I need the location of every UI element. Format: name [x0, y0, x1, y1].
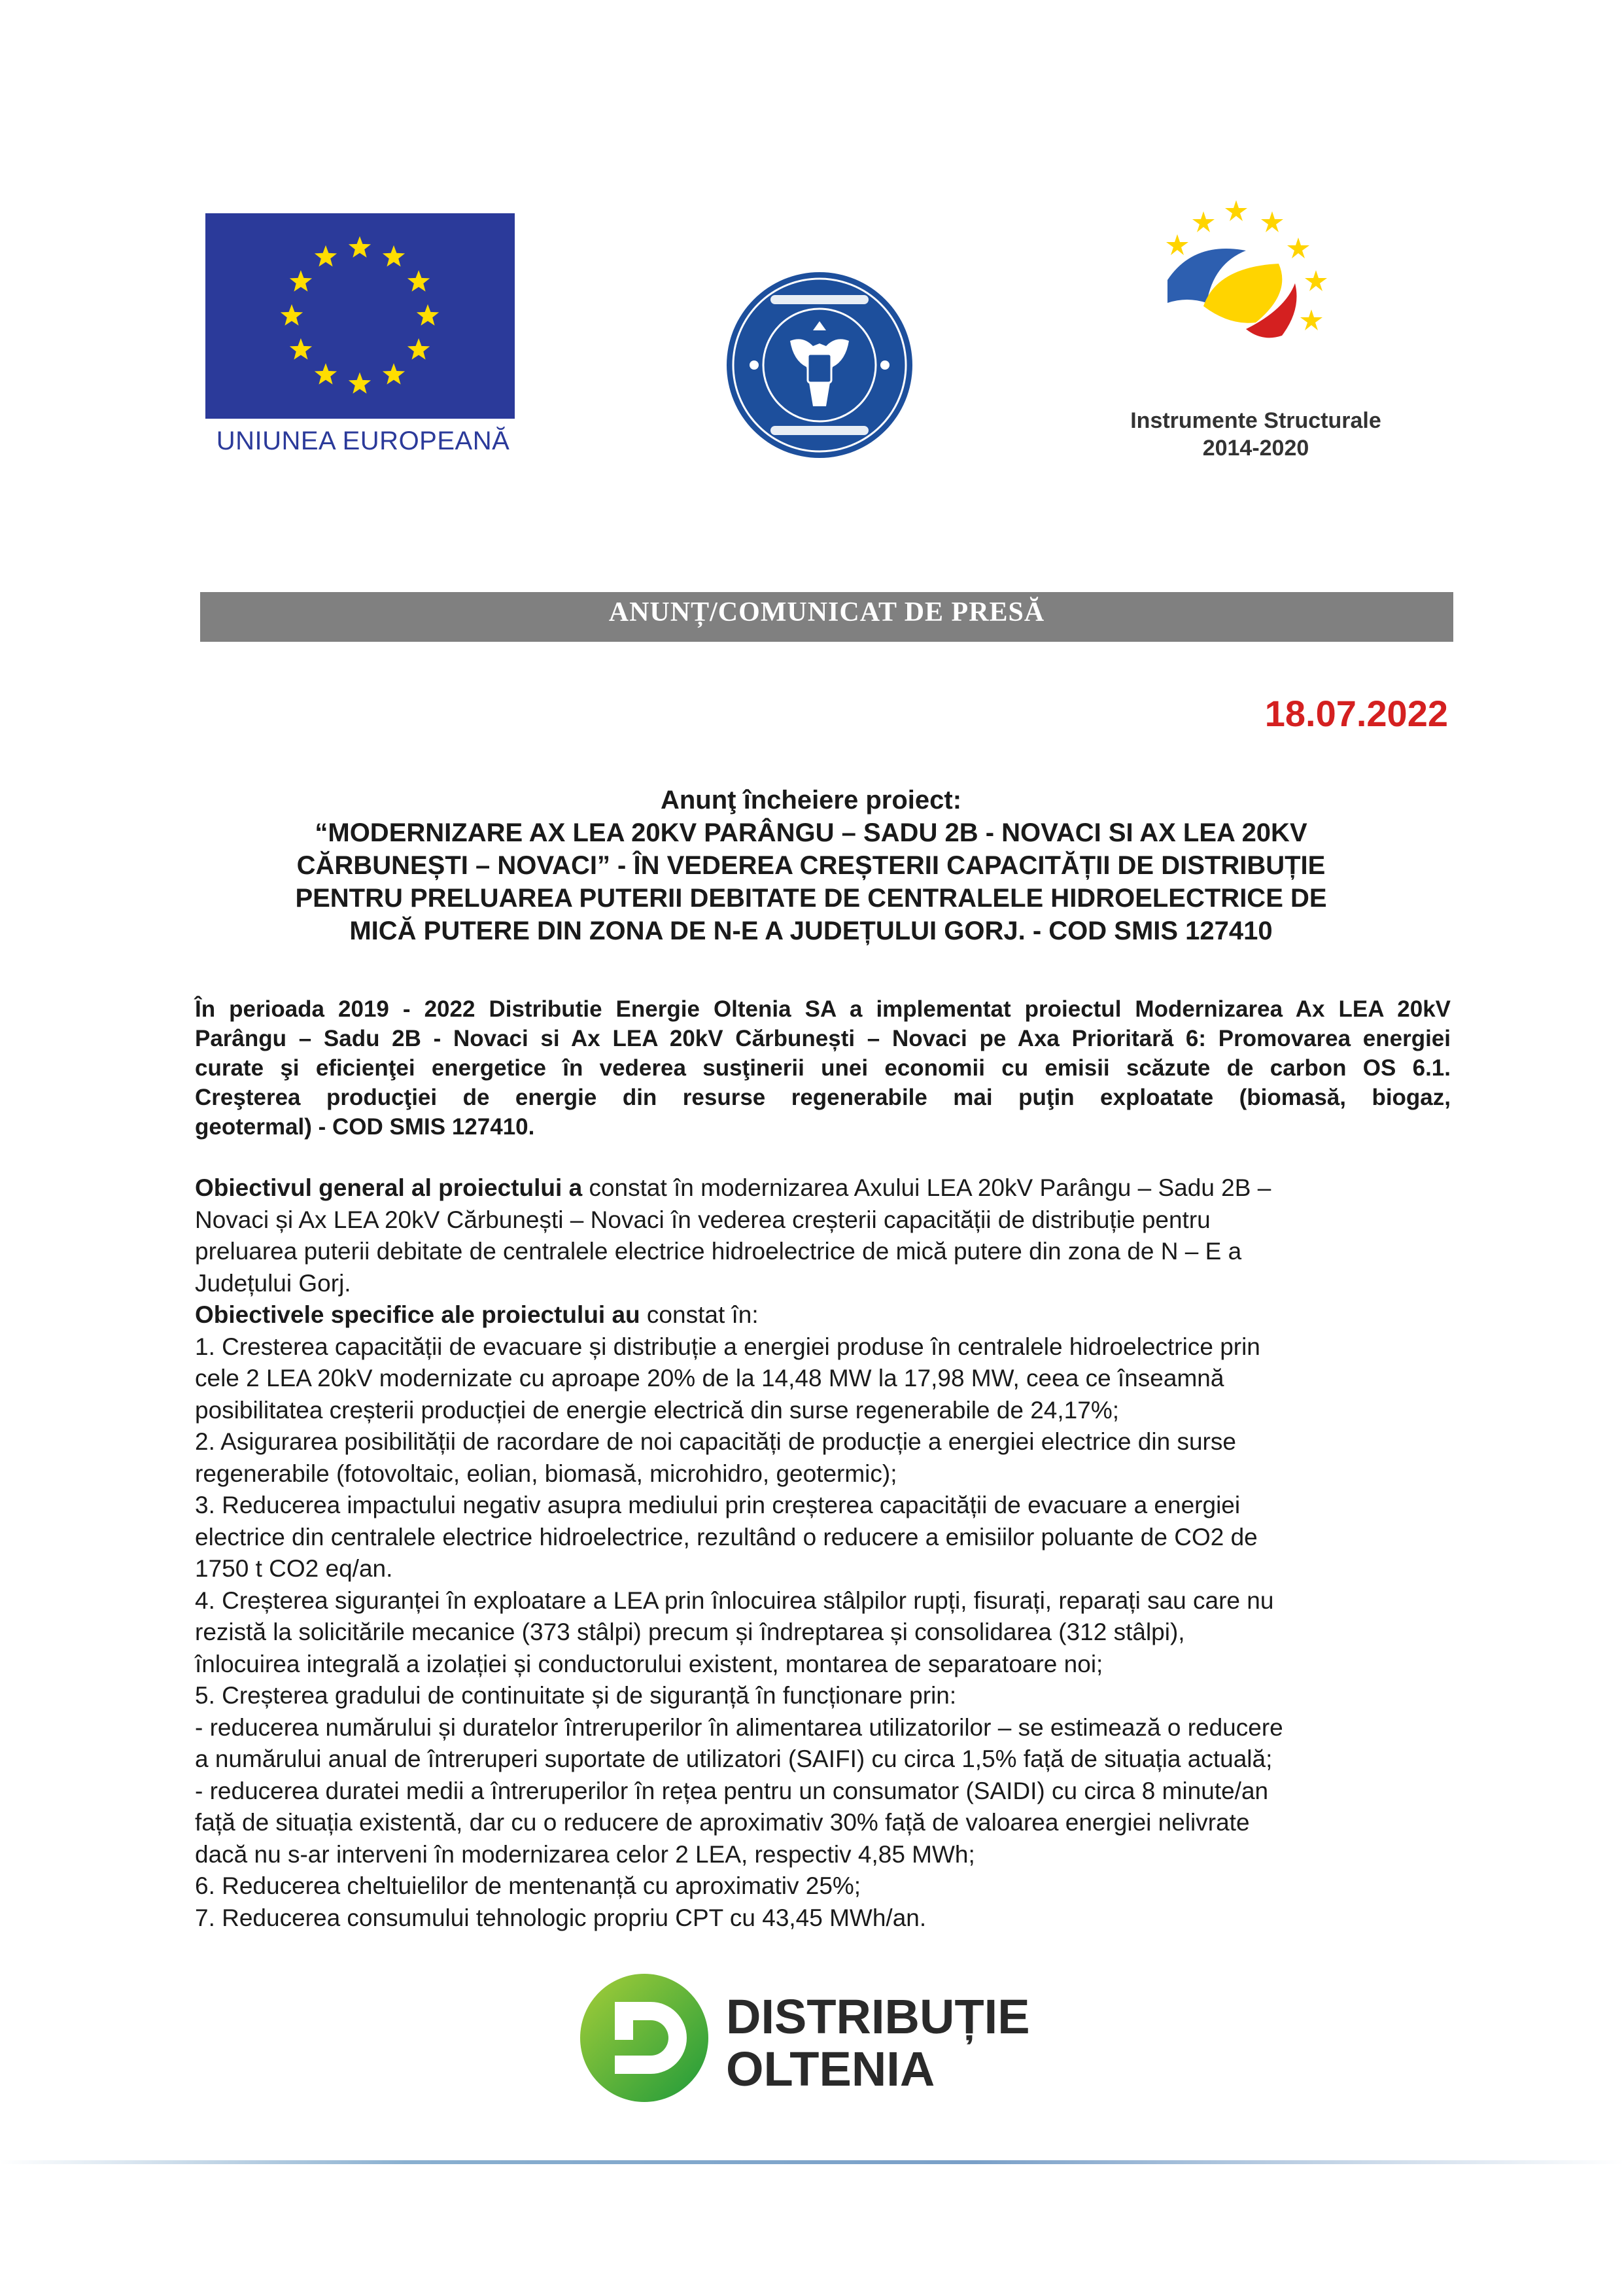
body-line: preluarea puterii debitate de centralele electrice hidroelectrice de mică putere din zona de N – E a	[195, 1238, 1242, 1265]
title-line: PENTRU PRELUAREA PUTERII DEBITATE DE CENTRALELE HIDROELECTRICE DE	[295, 884, 1327, 913]
eu-flag-logo	[205, 213, 515, 419]
objective-item-line: 2. Asigurarea posibilității de racordare de noi capacități de producție a energiei electrice din surse	[195, 1428, 1236, 1455]
intro-line: Parângu – Sadu 2B - Novaci si Ax LEA 20kV Cărbunești – Novaci pe Axa Prioritară 6: Promovarea energiei	[195, 1026, 1451, 1051]
objectives-specific-rest: constat în:	[640, 1301, 759, 1328]
government-seal-logo	[725, 269, 914, 462]
objective-item-line: regenerabile (fotovoltaic, eolian, biomasă, microhidro, geotermic);	[195, 1460, 897, 1487]
objective-item-line: posibilitatea creșterii producției de energie electrică din surse regenerabile de 24,17%;	[195, 1396, 1119, 1424]
intro-line: În perioada 2019 - 2022 Distributie Energie Oltenia SA a implementat proiectul Modernizarea Ax LEA 20kV	[195, 996, 1451, 1022]
title-line: MICĂ PUTERE DIN ZONA DE N-E A JUDEȚULUI GORJ. - COD SMIS 127410	[349, 917, 1273, 945]
objective-item-line: 7. Reducerea consumului tehnologic propriu CPT cu 43,45 MWh/an.	[195, 1904, 927, 1931]
eu-star	[349, 236, 371, 258]
objective-general-label: Obiectivul general al proiectului a	[195, 1174, 583, 1201]
guvernul-romaniei-seal-icon	[725, 269, 914, 462]
objective-item-line: a numărului anual de întreruperi suportate de utilizatori (SAIFI) cu circa 1,5% față de situația actuală;	[195, 1745, 1273, 1772]
distributie-oltenia-icon	[579, 1969, 1063, 2107]
objectives-specific-label: Obiectivele specifice ale proiectului au	[195, 1301, 640, 1328]
objective-item-line: 1. Cresterea capacității de evacuare și distribuție a energiei produse în centralele hidroelectrice prin	[195, 1333, 1260, 1360]
objective-item-line: față de situația existentă, dar cu o reducere de aproximativ 30% față de valoarea energiei nelivrate	[195, 1809, 1250, 1836]
eu-star	[315, 245, 337, 267]
objective-item-line: - reducerea duratei medii a întreruperilor în rețea pentru un consumator (SAIDI) cu circa 8 minute/an	[195, 1777, 1269, 1804]
press-release-date: 18.07.2022	[1264, 693, 1448, 734]
press-release-banner	[200, 592, 1453, 642]
title-line: “MODERNIZARE AX LEA 20KV PARÂNGU – SADU 2B - NOVACI SI AX LEA 20KV	[315, 818, 1307, 847]
objective-general-rest: constat în modernizarea Axului LEA 20kV Parângu – Sadu 2B –	[582, 1174, 1271, 1201]
intro-line: Creşterea producţiei de energie din resurse regenerabile mai puţin exploatate (biomasă, biogaz,	[195, 1085, 1451, 1110]
objective-item-line: 1750 t CO2 eq/an.	[195, 1555, 393, 1582]
eu-star	[349, 372, 371, 394]
structural-instruments-logo	[1138, 195, 1373, 391]
objective-item-line: înlocuirea integrală a izolației și conductorului existent, montarea de separatoare noi;	[195, 1650, 1103, 1677]
project-title	[196, 784, 1426, 947]
objective-item-line: 4. Creșterea siguranței în exploatare a LEA prin înlocuirea stâlpilor rupți, fisurați, reparați sau care nu	[195, 1586, 1274, 1614]
banner-title: ANUNȚ/COMUNICAT DE PRESĂ	[608, 597, 1045, 627]
distributie-oltenia-logo	[579, 1969, 1063, 2107]
structural-instruments-line1: Instrumente Structurale	[1130, 408, 1381, 433]
body-line: Județului Gorj.	[195, 1269, 351, 1297]
structural-instruments-icon	[1138, 195, 1373, 391]
objective-item-line: 3. Reducerea impactului negativ asupra mediului prin creșterea capacității de evacuare a energiei	[195, 1492, 1241, 1518]
structural-instruments-line2: 2014-2020	[1202, 436, 1309, 461]
eu-star	[417, 304, 439, 326]
title-line: Anunţ încheiere proiect:	[660, 786, 962, 815]
eu-star	[383, 363, 405, 385]
eu-star	[281, 304, 303, 326]
eu-star	[290, 338, 312, 360]
intro-paragraph	[195, 994, 1451, 1142]
distributie-line2: OLTENIA	[726, 2042, 935, 2096]
objective-item-line: - reducerea numărului și duratelor întreruperilor în alimentarea utilizatorilor – se estimează o reducere	[195, 1713, 1283, 1741]
eu-star	[290, 270, 312, 292]
footer-divider	[0, 2160, 1624, 2164]
body-text	[195, 1172, 1451, 1934]
objective-item-line: electrice din centralele electrice hidroelectrice, rezultând o reducere a emisiilor poluante de CO2 de	[195, 1523, 1258, 1550]
objective-item-line: rezistă la solicitările mecanice (373 stâlpi) precum și îndreptarea și consolidarea (312 stâlpi),	[195, 1619, 1185, 1645]
objective-item-line: dacă nu s-ar interveni în modernizarea celor 2 LEA, respectiv 4,85 MWh;	[195, 1840, 975, 1868]
eu-star	[407, 338, 430, 360]
eu-star	[315, 363, 337, 385]
structural-instruments-label	[1086, 407, 1426, 462]
eu-label: UNIUNEA EUROPEANĂ	[216, 427, 510, 455]
title-line: CĂRBUNEȘTI – NOVACI” - ÎN VEDEREA CREȘTERII CAPACITĂȚII DE DISTRIBUȚIE	[296, 851, 1326, 880]
intro-line: curate şi eficienţei energetice în vederea susţinerii unei economii cu emisii scăzute de carbon OS 6.1.	[195, 1055, 1451, 1081]
eu-stars-icon	[205, 213, 515, 419]
body-line: Novaci și Ax LEA 20kV Cărbunești – Novaci în vederea creșterii capacității de distribuție pentru	[195, 1206, 1211, 1233]
distributie-line1: DISTRIBUȚIE	[726, 1989, 1030, 2044]
objective-item-line: 5. Creșterea gradului de continuitate și de siguranță în funcționare prin:	[195, 1682, 957, 1709]
objectives-specific-line	[195, 1299, 1451, 1331]
objective-item-line: cele 2 LEA 20kV modernizate cu aproape 20% de la 14,48 MW la 17,98 MW, ceea ce înseamnă	[195, 1365, 1224, 1392]
intro-line: geotermal) - COD SMIS 127410.	[195, 1114, 535, 1140]
objective-item-line: 6. Reducerea cheltuielilor de mentenanță cu aproximativ 25%;	[195, 1872, 861, 1899]
objective-general-line	[195, 1172, 1451, 1204]
eu-star	[407, 270, 430, 292]
eu-star	[383, 245, 405, 267]
